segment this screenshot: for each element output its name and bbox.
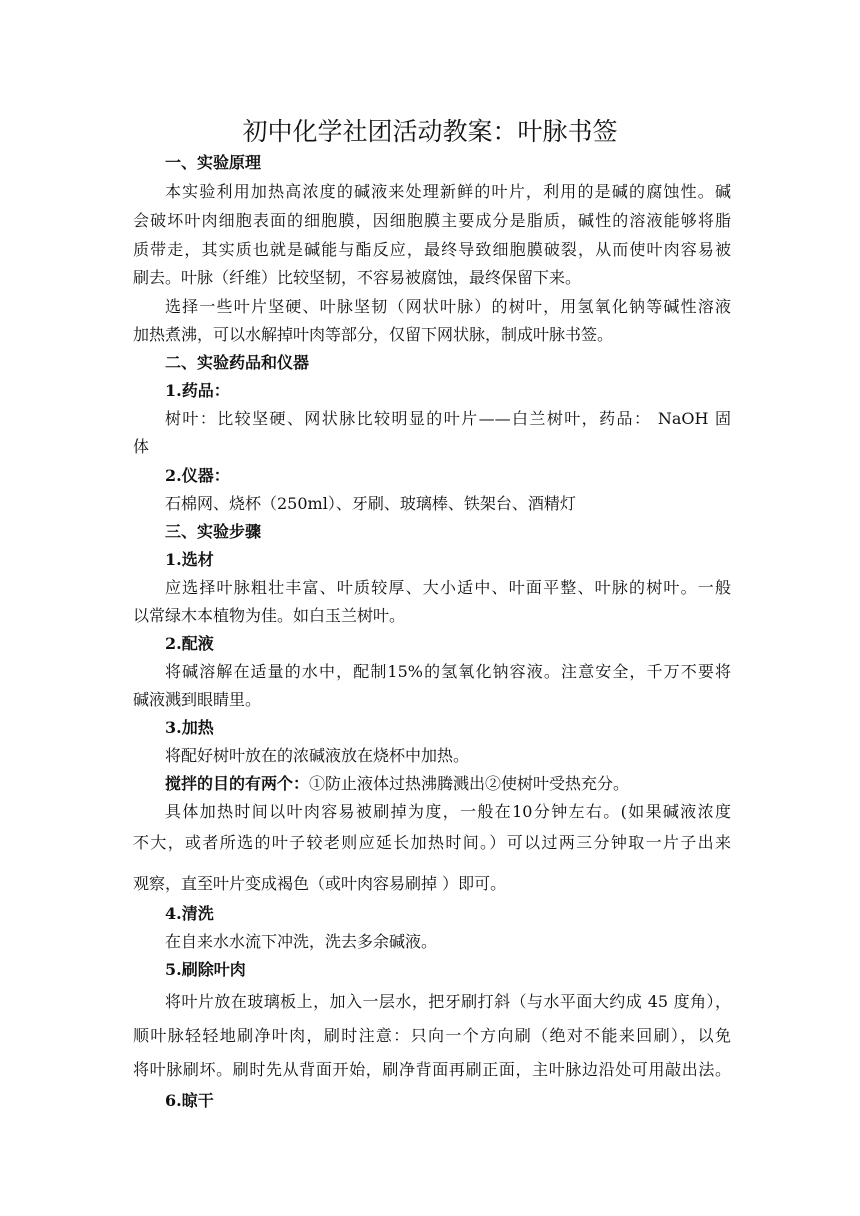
paragraph-line: 应选择叶脉粗壮丰富、叶质较厚、大小适中、叶面平整、叶脉的树叶。一般	[165, 578, 731, 597]
section-heading-steps: 三、实验步骤	[165, 522, 262, 541]
step-heading: 4.清洗	[165, 904, 214, 923]
step-heading: 5.刷除叶肉	[165, 960, 246, 979]
paragraph-line: 碱液溅到眼睛里。	[133, 690, 262, 709]
paragraph-line: 将叶脉刷坏。刷时先从背面开始，刷净背面再刷正面，主叶脉边沿处可用敲出法。	[133, 1060, 731, 1079]
paragraph-line: 观察，直至叶片变成褐色（或叶肉容易刷掉 ）即可。	[133, 874, 507, 893]
stir-purpose-line	[165, 774, 731, 794]
step-heading: 3.加热	[165, 718, 214, 737]
paragraph-line: 将碱溶解在适量的水中，配制15%的氢氧化钠容液。注意安全，千万不要将	[165, 662, 731, 681]
page-title: 初中化学社团活动教案：叶脉书签	[242, 117, 618, 146]
section-heading-materials: 二、实验药品和仪器	[165, 353, 310, 372]
paragraph-line: 本实验利用加热高浓度的碱液来处理新鲜的叶片，利用的是碱的腐蚀性。碱	[165, 182, 731, 201]
paragraph-line: 不大，或者所选的叶子较老则应延长加热时间。）可以过两三分钟取一片子出来	[133, 833, 731, 852]
paragraph-line: 将配好树叶放在的浓碱液放在烧杯中加热。	[165, 746, 470, 765]
stir-purpose-label: 搅拌的目的有两个：	[165, 774, 310, 793]
paragraph-line: 在自来水水流下冲洗，洗去多余碱液。	[165, 932, 438, 951]
paragraph-line: 加热煮沸，可以水解掉叶肉等部分，仅留下网状脉，制成叶脉书签。	[133, 325, 614, 344]
paragraph-line: 体	[133, 437, 150, 456]
paragraph-line: 质带走，其实质也就是碱能与酯反应，最终导致细胞膜破裂，从而使叶肉容易被	[133, 240, 731, 259]
paragraph-line: 具体加热时间以叶肉容易被刷掉为度，一般在10分钟左右。(如果碱液浓度	[165, 802, 731, 821]
paragraph-line: 将叶片放在玻璃板上，加入一层水，把牙刷打斜（与水平面大约成 45 度角），	[165, 992, 731, 1011]
paragraph-line: 刷去。叶脉（纤维）比较坚韧，不容易被腐蚀，最终保留下来。	[133, 268, 582, 287]
step-heading: 1.选材	[165, 550, 214, 569]
paragraph-line: 顺叶脉轻轻地刷净叶肉，刷时注意：只向一个方向刷（绝对不能来回刷），以免	[133, 1026, 731, 1045]
paragraph-line: 石棉网、烧杯（250ml）、牙刷、玻璃棒、铁架台、酒精灯	[165, 494, 576, 513]
step-heading: 6.晾干	[165, 1091, 214, 1110]
subheading-instruments: 2.仪器：	[165, 466, 230, 485]
step-heading: 2.配液	[165, 634, 214, 653]
subheading-reagents: 1.药品：	[165, 381, 230, 400]
stir-purpose-text: ①防止液体过热沸腾溅出②使树叶受热充分。	[309, 774, 630, 793]
section-heading-principle: 一、实验原理	[165, 153, 262, 172]
paragraph-line: 树叶：比较坚硬、网状脉比较明显的叶片——白兰树叶，药品： NaOH 固	[165, 409, 731, 428]
paragraph-line: 选择一些叶片坚硬、叶脉坚韧（网状叶脉）的树叶，用氢氧化钠等碱性溶液	[165, 297, 731, 316]
paragraph-line: 会破坏叶肉细胞表面的细胞膜，因细胞膜主要成分是脂质，碱性的溶液能够将脂	[133, 211, 731, 230]
paragraph-line: 以常绿木本植物为佳。如白玉兰树叶。	[133, 606, 406, 625]
